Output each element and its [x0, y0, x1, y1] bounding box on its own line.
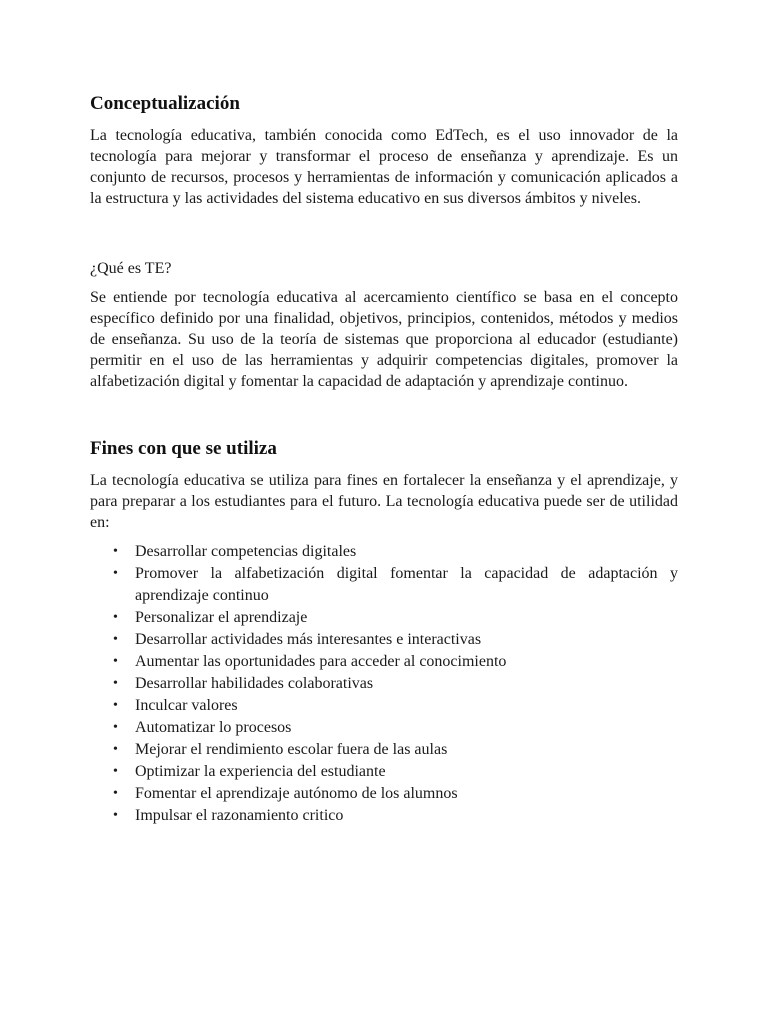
section-title-conceptualizacion: Conceptualización	[90, 93, 240, 114]
bullet-icon: •	[113, 566, 118, 581]
list-item	[90, 695, 678, 717]
list-item	[90, 629, 678, 651]
bullet-icon: •	[113, 698, 118, 713]
list-item-text: Automatizar lo procesos	[135, 719, 292, 736]
bullet-icon: •	[113, 544, 118, 559]
bullet-icon: •	[113, 786, 118, 801]
list-item-text: Mejorar el rendimiento escolar fuera de las aulas	[135, 741, 448, 758]
list-item	[90, 563, 678, 607]
list-item-text: Inculcar valores	[135, 697, 238, 714]
list-item	[90, 673, 678, 695]
list-item-text: Impulsar el razonamiento critico	[135, 807, 344, 824]
list-item	[90, 805, 678, 827]
list-item-text: Fomentar el aprendizaje autónomo de los alumnos	[135, 785, 458, 802]
bullet-icon: •	[113, 764, 118, 779]
list-item	[90, 739, 678, 761]
bullet-icon: •	[113, 632, 118, 647]
list-item	[90, 541, 678, 563]
list-item-text: Promover la alfabetización digital fomentar la capacidad de adaptación y aprendizaje continuo	[135, 565, 678, 604]
paragraph-que-es-te: Se entiende por tecnología educativa al acercamiento científico se basa en el concepto específico definido por una finalidad, objetivos, principios, contenidos, métodos y medios de enseñanza. Su uso de la teoría de sistemas que proporciona al educador (estudiante) permitir en el uso de las herramientas y adquirir competencias digitales, promover la alfabetización digital y fomentar la capacidad de adaptación y aprendizaje continuo.	[90, 289, 678, 390]
list-item	[90, 607, 678, 629]
question-heading-que-es-te: ¿Qué es TE?	[90, 260, 172, 277]
bullet-icon: •	[113, 720, 118, 735]
bullet-list-fines	[90, 541, 678, 827]
bullet-icon: •	[113, 610, 118, 625]
list-item	[90, 783, 678, 805]
list-item-text: Desarrollar habilidades colaborativas	[135, 675, 374, 692]
list-item	[90, 717, 678, 739]
bullet-icon: •	[113, 676, 118, 691]
list-item-text: Optimizar la experiencia del estudiante	[135, 763, 386, 780]
list-item-text: Aumentar las oportunidades para acceder al conocimiento	[135, 653, 507, 670]
list-item	[90, 761, 678, 783]
bullet-icon: •	[113, 808, 118, 823]
list-item-text: Desarrollar actividades más interesantes e interactivas	[135, 631, 482, 648]
list-item-text: Personalizar el aprendizaje	[135, 609, 308, 626]
bullet-icon: •	[113, 742, 118, 757]
paragraph-fines: La tecnología educativa se utiliza para fines en fortalecer la enseñanza y el aprendizaje, y para preparar a los estudiantes para el futuro. La tecnología educativa puede ser de utilidad en:	[90, 472, 678, 531]
list-item	[90, 651, 678, 673]
section-title-fines: Fines con que se utiliza	[90, 438, 277, 459]
paragraph-conceptualizacion: La tecnología educativa, también conocida como EdTech, es el uso innovador de la tecnología para mejorar y transformar el proceso de enseñanza y aprendizaje. Es un conjunto de recursos, procesos y herramientas de información y comunicación aplicados a la estructura y las actividades del sistema educativo en sus diversos ámbitos y niveles.	[90, 127, 678, 207]
document-page	[90, 92, 678, 827]
list-item-text: Desarrollar competencias digitales	[135, 543, 357, 560]
bullet-icon: •	[113, 654, 118, 669]
